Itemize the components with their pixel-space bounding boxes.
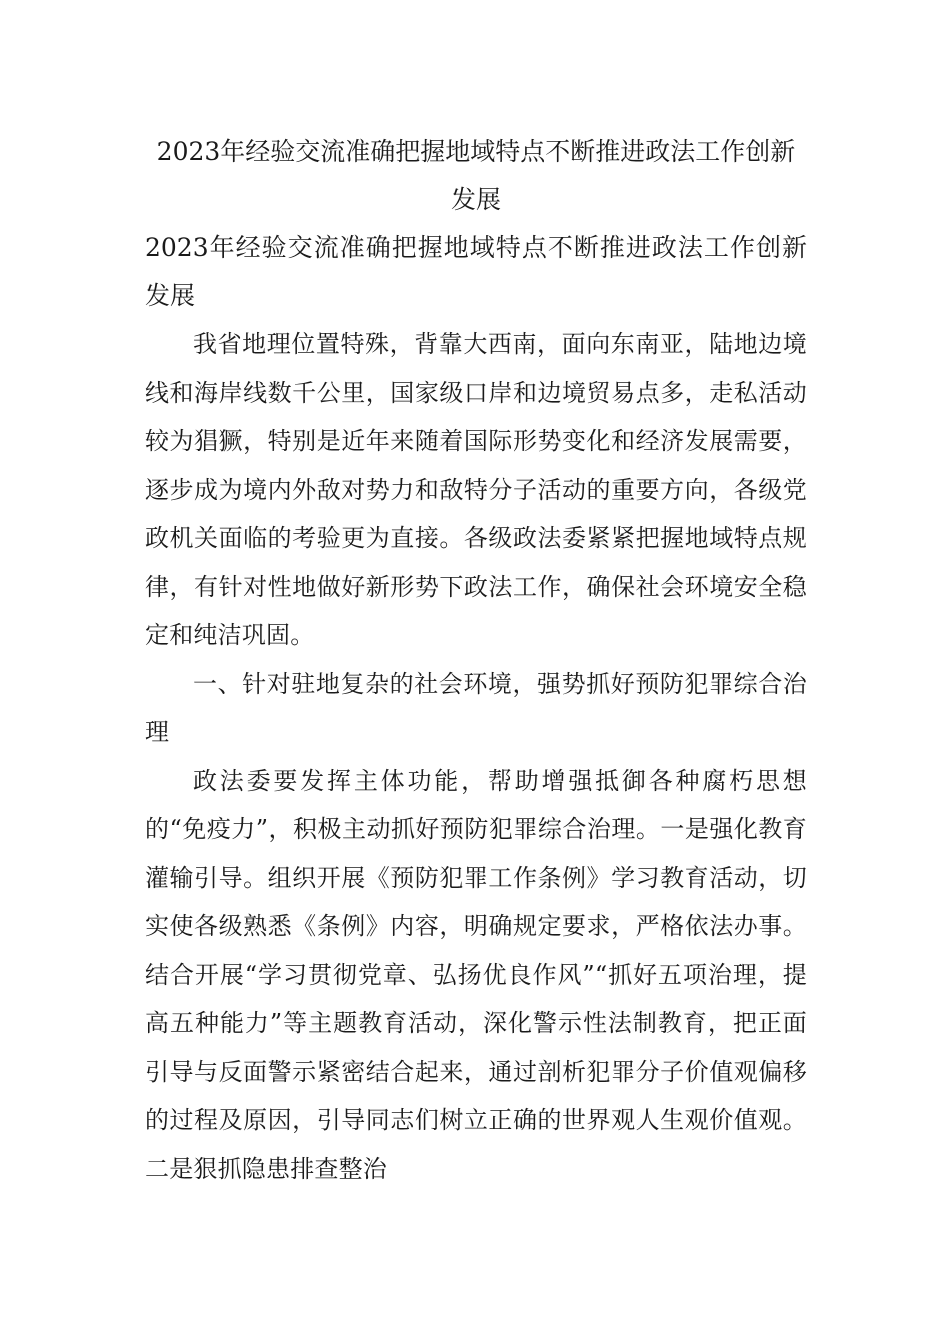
paragraph-section-1: 政法委要发挥主体功能，帮助增强抵御各种腐朽思想的“免疫力”，积极主动抓好预防犯罪综合治理。一是强化教育灌输引导。组织开展《预防犯罪工作条例》学习教育活动，切实使各级熟悉《条例》内容，明确规定要求，严格依法办事。结合开展“学习贯彻党章、弘扬优良作风”“抓好五项治理，提高五种能力”等主题教育活动，深化警示性法制教育，把正面引导与反面警示紧密结合起来，通过剖析犯罪分子价值观偏移的过程及原因，引导同志们树立正确的世界观人生观价值观。二是狠抓隐患排查整治 [145,766,807,1183]
paragraph-intro: 我省地理位置特殊，背靠大西南，面向东南亚，陆地边境线和海岸线数千公里，国家级口岸和边境贸易点多，走私活动较为猖獗，特别是近年来随着国际形势变化和经济发展需要，逐步成为境内外敌对势力和敌特分子活动的重要方向，各级党政机关面临的考验更为直接。各级政法委紧紧把握地域特点规律，有针对性地做好新形势下政法工作，确保社会环境安全稳定和纯洁巩固。 [145,330,807,649]
document-title: 2023年经验交流准确把握地域特点不断推进政法工作创新发展 [156,137,796,214]
document-subtitle: 2023年经验交流准确把握地域特点不断推进政法工作创新发展 [145,233,807,310]
section-heading-1: 一、针对驻地复杂的社会环境，强势抓好预防犯罪综合治理 [145,669,807,746]
document-page [145,128,807,1193]
